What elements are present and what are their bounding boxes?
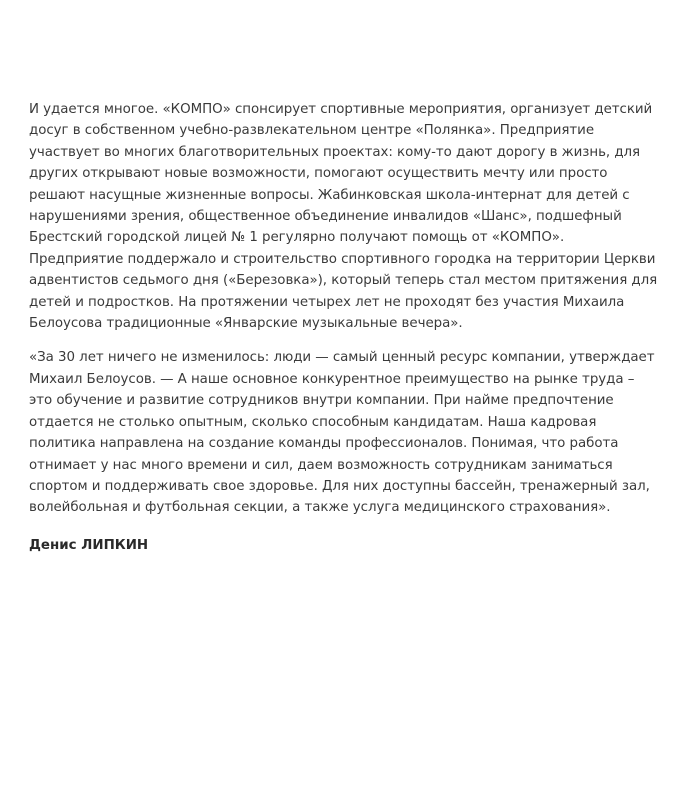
article-paragraph-2-quote: «За 30 лет ничего не изменилось: люди — самый ценный ресурс компании, утверждает Михаил Белоусов. — А наше основное конкурентное преимущество на рынке труда – это обучение и развитие сотрудников внутри компании. При найме предпочтение отдается не столько опытным, сколько способным кандидатам. Наша кадровая политика направлена на создание команды профессионалов. Понимая, что работа отнимает у нас много времени и сил, даем возможность сотрудникам заниматься спортом и поддерживать свое здоровье. Для них доступны бассейн, тренажерный зал, волейбольная и футбольная секции, а также услуга медицинского страхования». — [29, 350, 655, 516]
article-author: Денис ЛИПКИН — [29, 537, 149, 553]
article-paragraph-1: И удается многое. «КОМПО» спонсирует спортивные мероприятия, организует детский досуг в собственном учебно-развлекательном центре «Полянка». Предприятие участвует во многих благотворительных проектах: кому-то дают дорогу в жизнь, для других открывают новые возможности, помогают осуществить мечту или просто решают насущные жизненные вопросы. Жабинковская школа-интернат для детей с нарушениями зрения, общественное объединение инвалидов «Шанс», подшефный Брестский городской лицей № 1 регулярно получают помощь от «КОМПО». Предприятие поддержало и строительство спортивного городка на территории Церкви адвентистов седьмого дня («Березовка»), который теперь стал местом притяжения для детей и подростков. На протяжении четырех лет не проходят без участия Михаила Белоусова традиционные «Январские музыкальные вечера». — [29, 102, 658, 332]
article-body — [29, 99, 661, 556]
